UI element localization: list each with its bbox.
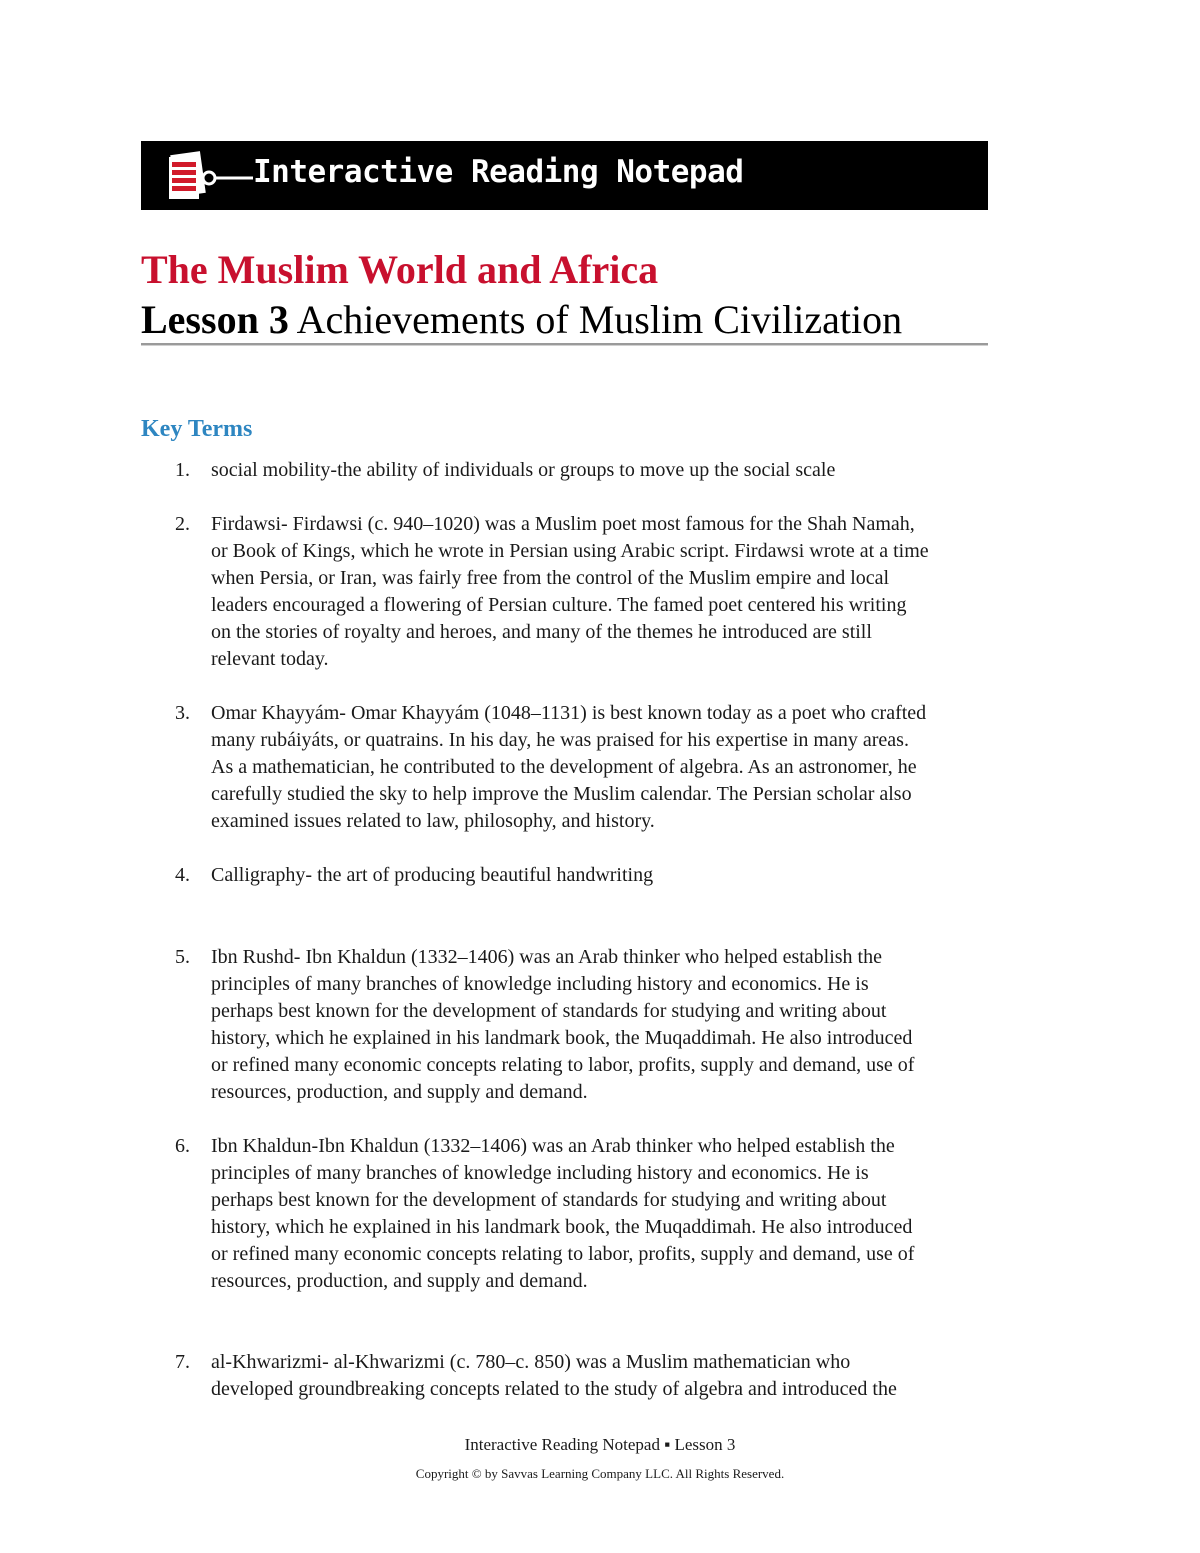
term-line: history, which he explained in his landmark book, the Muqaddimah. He also introduced (211, 1027, 913, 1049)
term-line: perhaps best known for the development of standards for studying and writing about (211, 1000, 887, 1022)
term-line: principles of many branches of knowledge including history and economics. He is (211, 1162, 869, 1184)
copyright-notice: Copyright © by Savvas Learning Company LLC. All Rights Reserved. (415, 1466, 785, 1481)
term-number: 1. (175, 459, 190, 481)
term-text (211, 1133, 1071, 1295)
term-line: or refined many economic concepts relating to labor, profits, supply and demand, use of (211, 1243, 915, 1265)
term-line: social mobility-the ability of individuals or groups to move up the social scale (211, 459, 836, 481)
term-line: or refined many economic concepts relating to labor, profits, supply and demand, use of (211, 1054, 915, 1076)
term-line: Calligraphy- the art of producing beautiful handwriting (211, 864, 654, 886)
term-line: or Book of Kings, which he wrote in Persian using Arabic script. Firdawsi wrote at a time (211, 540, 929, 562)
term-number: 4. (175, 864, 190, 886)
term-text (211, 862, 1071, 889)
term-line: resources, production, and supply and demand. (211, 1081, 588, 1103)
term-line: perhaps best known for the development of standards for studying and writing about (211, 1189, 887, 1211)
banner-title: Interactive Reading Notepad (253, 154, 744, 190)
term-number: 5. (175, 946, 190, 968)
term-line: principles of many branches of knowledge including history and economics. He is (211, 973, 869, 995)
term-text (211, 511, 1071, 673)
term-text (211, 700, 1071, 835)
page-footer: Interactive Reading Notepad ▪ Lesson 3 (464, 1435, 736, 1454)
notepad-key-icon (163, 149, 253, 203)
lesson-title (141, 296, 902, 343)
term-line: relevant today. (211, 648, 329, 670)
title-divider (141, 343, 988, 346)
term-line: Omar Khayyám- Omar Khayyám (1048–1131) is best known today as a poet who crafted (211, 702, 927, 724)
term-line: al-Khwarizmi- al-Khwarizmi (c. 780–c. 850) was a Muslim mathematician who (211, 1351, 851, 1373)
term-line: carefully studied the sky to help improve the Muslim calendar. The Persian scholar also (211, 783, 912, 805)
term-text (211, 457, 1071, 484)
term-number: 6. (175, 1135, 190, 1157)
header-banner (141, 141, 988, 210)
term-line: As a mathematician, he contributed to the development of algebra. As an astronomer, he (211, 756, 917, 778)
key-terms-heading: Key Terms (141, 416, 253, 442)
term-line: when Persia, or Iran, was fairly free from the control of the Muslim empire and local (211, 567, 890, 589)
term-text (211, 944, 1071, 1106)
unit-title: The Muslim World and Africa (141, 247, 659, 292)
term-line: leaders encouraged a flowering of Persian culture. The famed poet centered his writing (211, 594, 907, 616)
term-line: on the stories of royalty and heroes, and many of the themes he introduced are still (211, 621, 872, 643)
term-number: 2. (175, 513, 190, 535)
term-line: Firdawsi- Firdawsi (c. 940–1020) was a Muslim poet most famous for the Shah Namah, (211, 513, 915, 535)
term-line: Ibn Khaldun-Ibn Khaldun (1332–1406) was an Arab thinker who helped establish the (211, 1135, 895, 1157)
lesson-name: Achievements of Muslim Civilization (288, 297, 903, 342)
term-line: resources, production, and supply and demand. (211, 1270, 588, 1292)
term-number: 3. (175, 702, 190, 724)
term-line: examined issues related to law, philosophy, and history. (211, 810, 655, 832)
term-line: history, which he explained in his landmark book, the Muqaddimah. He also introduced (211, 1216, 913, 1238)
term-line: many rubáiyáts, or quatrains. In his day, he was praised for his expertise in many areas. (211, 729, 909, 751)
term-line: Ibn Rushd- Ibn Khaldun (1332–1406) was an Arab thinker who helped establish the (211, 946, 882, 968)
term-text (211, 1349, 1071, 1403)
term-number: 7. (175, 1351, 190, 1373)
term-line: developed groundbreaking concepts related to the study of algebra and introduced the (211, 1378, 897, 1400)
lesson-label: Lesson 3 (141, 297, 289, 342)
